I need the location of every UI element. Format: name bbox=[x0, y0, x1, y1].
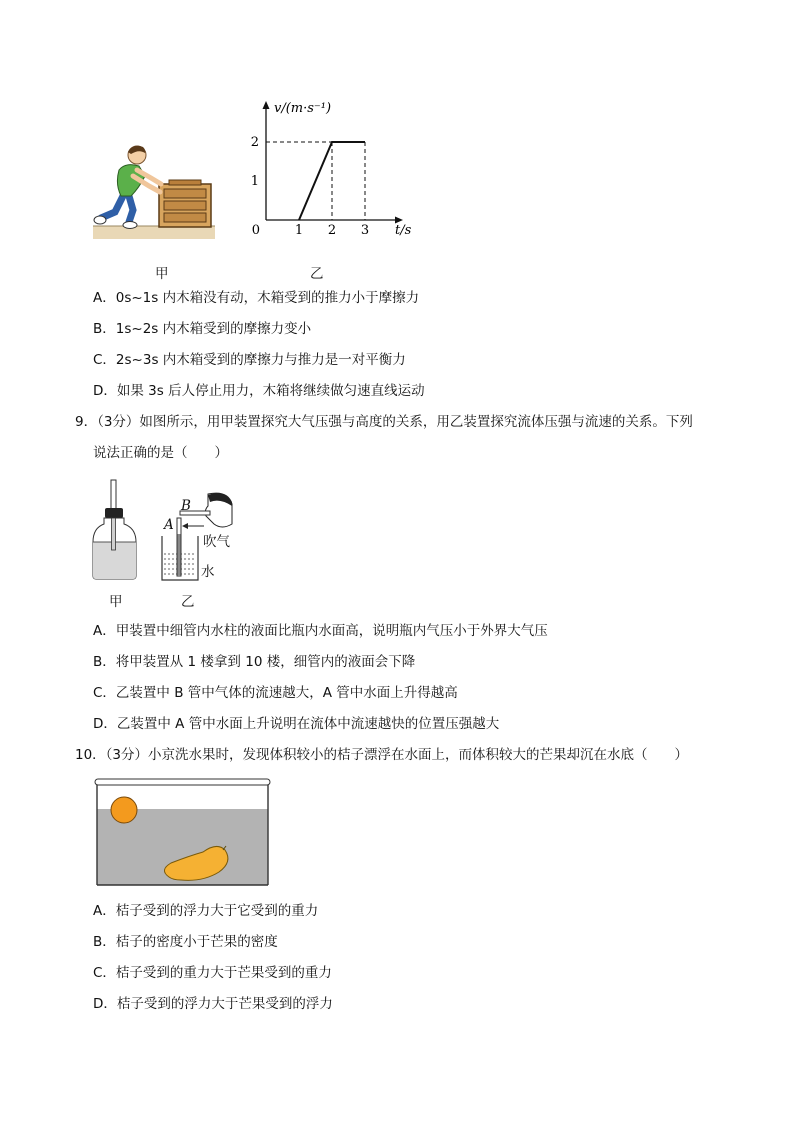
label-water: 水 bbox=[201, 564, 215, 580]
q10-stem: 10．（3分）小京洗水果时，发现体积较小的桔子漂浮在水面上，而体积较大的芒果却沉在水底（ ） bbox=[75, 747, 689, 763]
label-blow: 吹气 bbox=[203, 534, 230, 550]
bottle-apparatus-figure bbox=[90, 478, 140, 586]
velocity-time-graph bbox=[240, 98, 430, 240]
q9-option-d[interactable]: D．乙装置中 A 管中水面上升说明在流体中流速越快的位置压强越大 bbox=[93, 716, 500, 732]
ground bbox=[93, 226, 215, 239]
boy bbox=[94, 146, 161, 229]
x-tick-label-3: 3 bbox=[360, 223, 370, 238]
x-tick-label-1: 1 bbox=[294, 223, 304, 238]
boy-pushing-box-figure bbox=[93, 140, 218, 242]
velocity-time-chart bbox=[240, 98, 430, 240]
x-axis-label: t/s bbox=[395, 223, 412, 238]
q9-stem-line2: 说法正确的是（ ） bbox=[93, 445, 228, 461]
figure-caption-yi: 乙 bbox=[310, 266, 324, 282]
q9-stem-line1: 9．（3分）如图所示，用甲装置探究大气压强与高度的关系，用乙装置探究流体压强与流速的关系。下列 bbox=[75, 414, 693, 430]
caption-yi: 乙 bbox=[181, 594, 195, 610]
y-tick-label-2: 2 bbox=[250, 135, 259, 150]
label-b: B bbox=[181, 498, 191, 514]
figure-caption-jia: 甲 bbox=[155, 266, 169, 282]
q10-option-c[interactable]: C．桔子受到的重力大于芒果受到的重力 bbox=[93, 965, 332, 981]
q10-option-b[interactable]: B．桔子的密度小于芒果的密度 bbox=[93, 934, 278, 950]
q8-option-d[interactable]: D．如果 3s 后人停止用力，木箱将继续做匀速直线运动 bbox=[93, 383, 425, 399]
q8-option-a[interactable]: A．0s~1s 内木箱没有动，木箱受到的推力小于摩擦力 bbox=[93, 290, 420, 306]
q9-option-a[interactable]: A．甲装置中细管内水柱的液面比瓶内水面高，说明瓶内气压小于外界大气压 bbox=[93, 623, 548, 639]
y-axis-arrow bbox=[263, 101, 270, 109]
q10-option-d[interactable]: D．桔子受到的浮力大于芒果受到的浮力 bbox=[93, 996, 333, 1012]
q8-option-b[interactable]: B．1s~2s 内木箱受到的摩擦力变小 bbox=[93, 321, 312, 337]
person-face bbox=[205, 493, 232, 527]
y-axis-label: v/(m·s⁻¹) bbox=[274, 101, 332, 116]
q9-option-b[interactable]: B．将甲装置从 1 楼拿到 10 楼，细管内的液面会下降 bbox=[93, 654, 416, 670]
fruit-in-water-figure bbox=[93, 776, 273, 890]
q9-option-c[interactable]: C．乙装置中 B 管中气体的流速越大，A 管中水面上升得越高 bbox=[93, 685, 458, 701]
orange-fruit bbox=[111, 797, 137, 823]
label-a: A bbox=[164, 517, 174, 533]
origin-label: 0 bbox=[251, 223, 260, 238]
x-tick-label-2: 2 bbox=[327, 223, 337, 238]
y-tick-label-1: 1 bbox=[250, 174, 259, 189]
q8-option-c[interactable]: C．2s~3s 内木箱受到的摩擦力与推力是一对平衡力 bbox=[93, 352, 406, 368]
q10-option-a[interactable]: A．桔子受到的浮力大于它受到的重力 bbox=[93, 903, 319, 919]
wooden-box bbox=[159, 180, 211, 227]
caption-jia: 甲 bbox=[109, 594, 123, 610]
